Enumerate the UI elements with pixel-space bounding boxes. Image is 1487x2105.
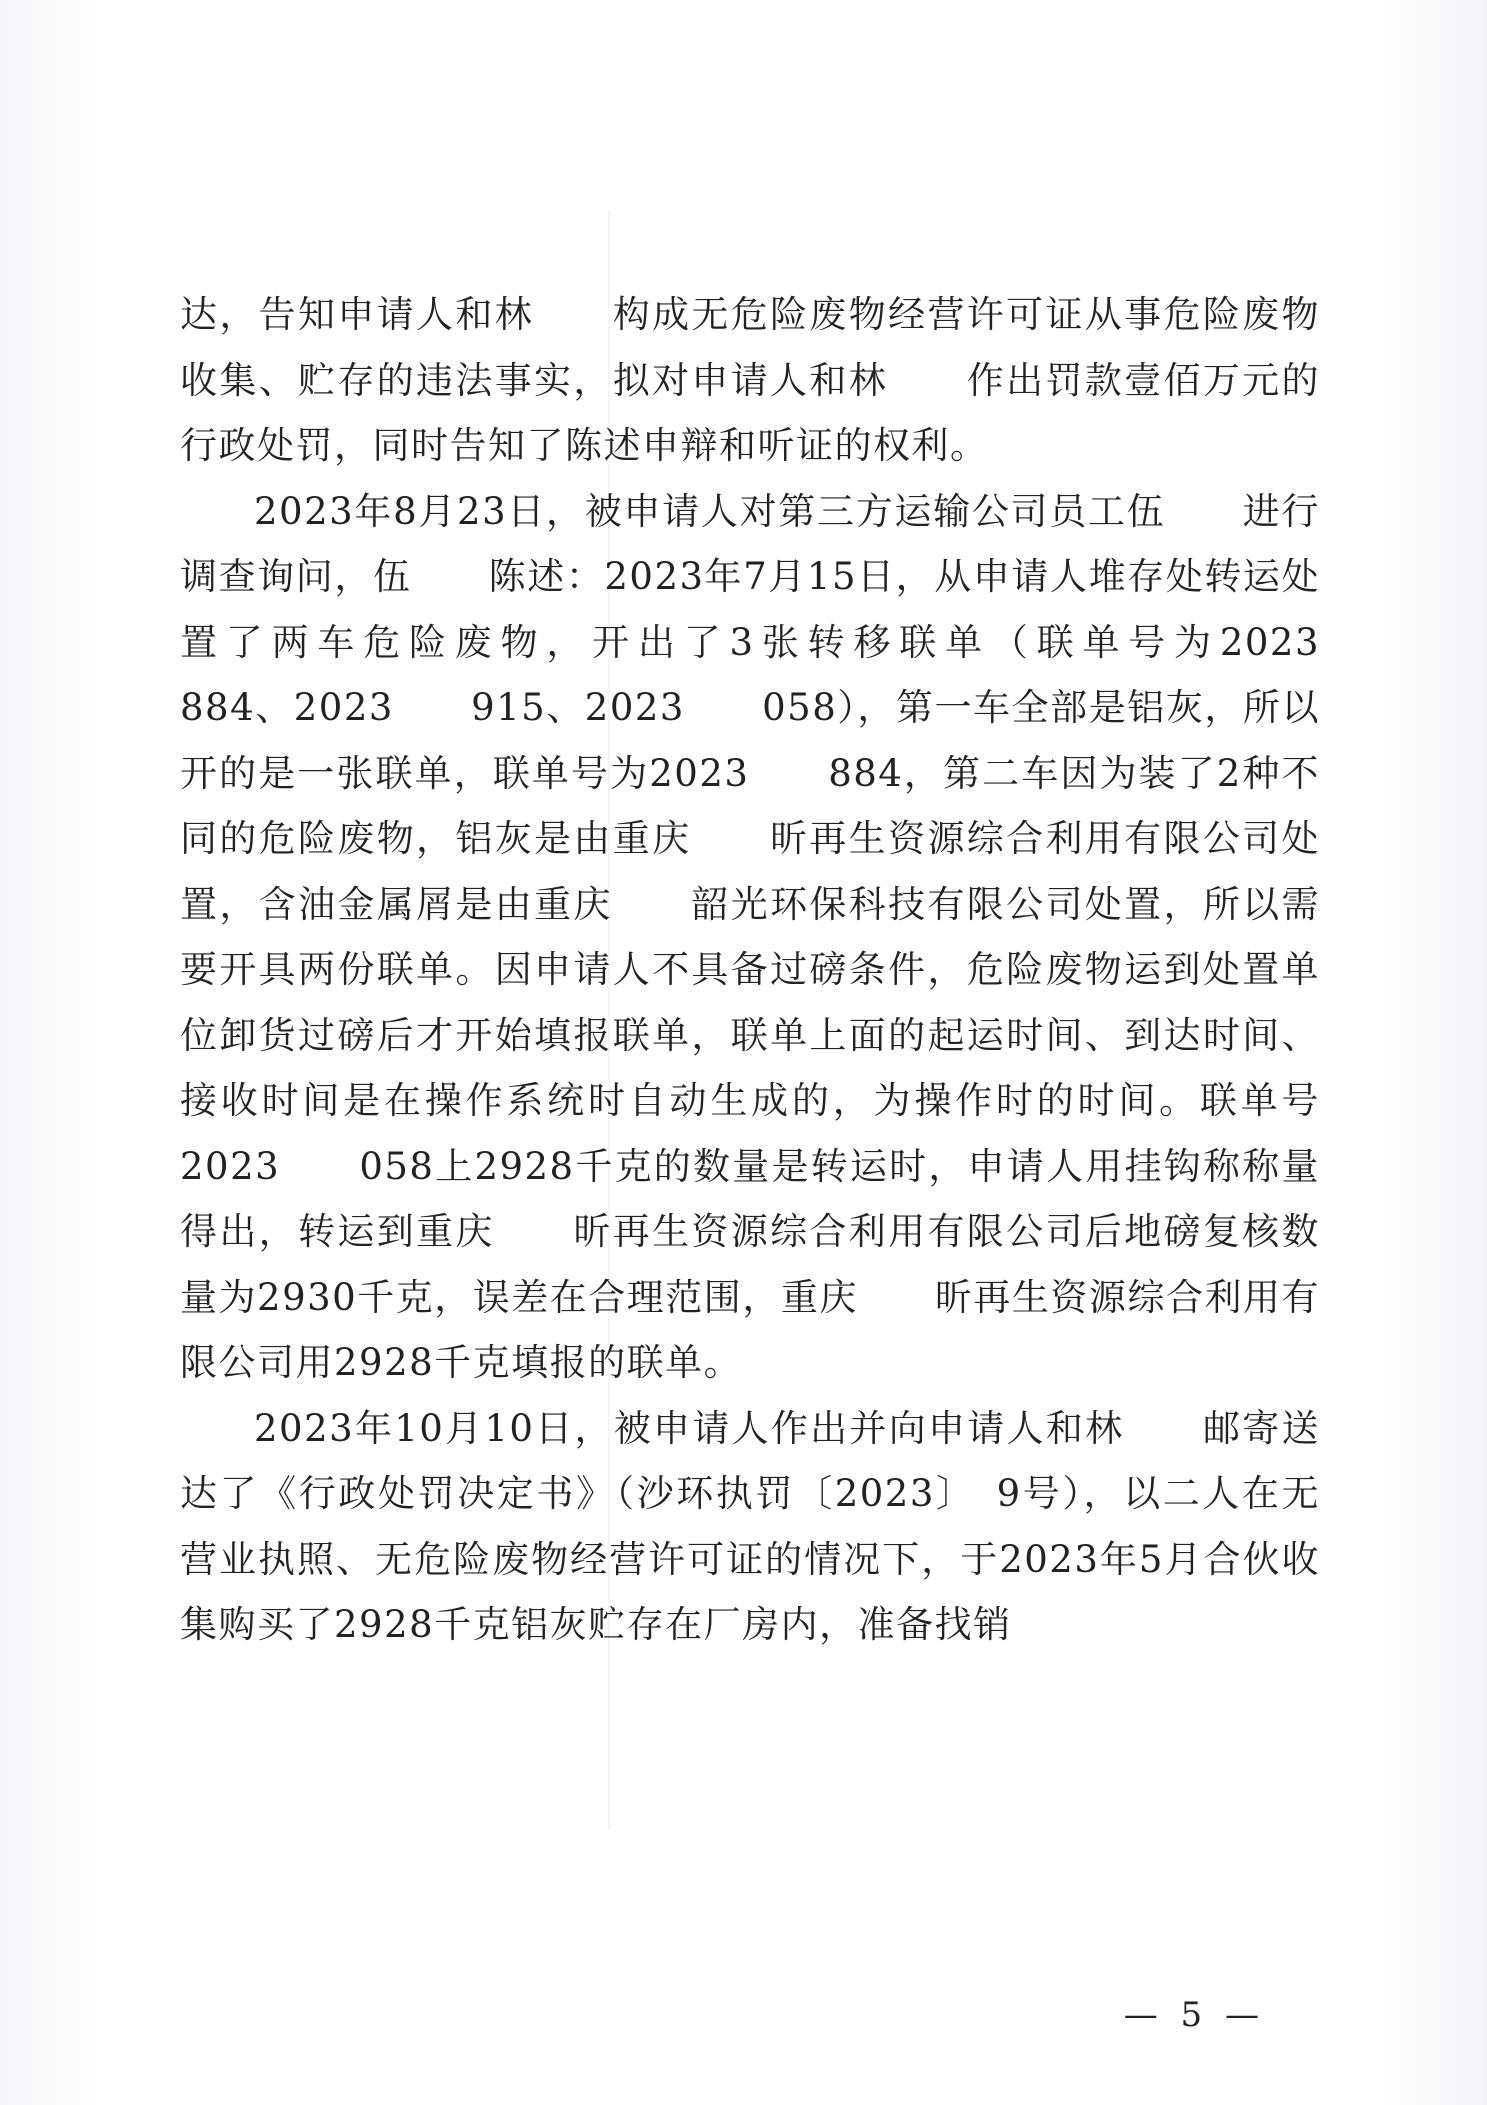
page-number: — 5 —	[1123, 1995, 1265, 2035]
paragraph-3: 2023年10月10日，被申请人作出并向申请人和林 邮寄送达了《行政处罚决定书》（沙环执罚〔2023〕 9号），以二人在无营业执照、无危险废物经营许可证的情况下，于2023年5月合伙收集购买了2928千克铝灰贮存在厂房内，准备找销	[180, 1406, 1320, 1646]
document-body	[180, 282, 1397, 1658]
paragraph-2: 2023年8月23日，被申请人对第三方运输公司员工伍 进行调查询问，伍 陈述：2023年7月15日，从申请人堆存处转运处置了两车危险废物，开出了3张转移联单（联单号为2023 884、2023 915、2023 058），第一车全部是铝灰，所以开的是一张联单，联单号为2023 884，第二车因为装了2种不同的危险废物，铝灰是由重庆 昕再生资源综合利用有限公司处置，含油金属屑是由重庆 韶光环保科技有限公司处置，所以需要开具两份联单。因申请人不具备过磅条件，危险废物运到处置单位卸货过磅后才开始填报联单，联单上面的起运时间、到达时间、接收时间是在操作系统时自动生成的，为操作时的时间。联单号2023 058上2928千克的数量是转运时，申请人用挂钩称称量得出，转运到重庆 昕再生资源综合利用有限公司后地磅复核数量为2930千克，误差在合理范围，重庆 昕再生资源综合利用有限公司用2928千克填报的联单。	[180, 489, 1397, 1384]
paragraph-1: 达，告知申请人和林 构成无危险废物经营许可证从事危险废物收集、贮存的违法事实，拟对申请人和林 作出罚款壹佰万元的行政处罚，同时告知了陈述申辩和听证的权利。	[180, 293, 1320, 467]
